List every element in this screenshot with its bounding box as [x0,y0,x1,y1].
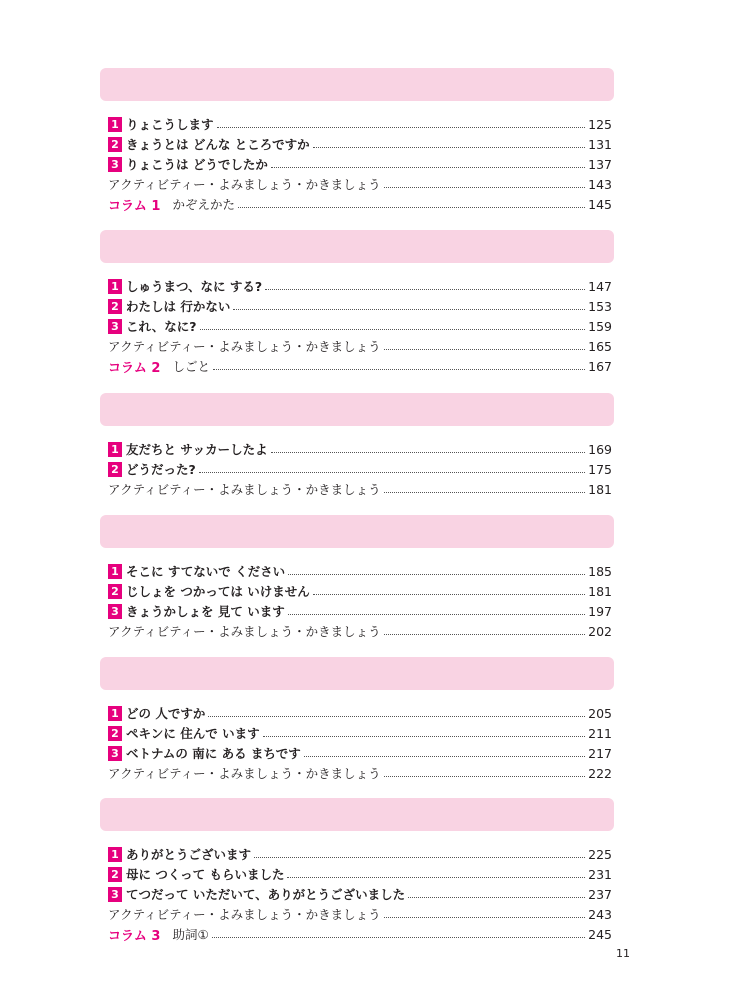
column-label: コラム 3 [108,928,161,944]
page-number: 147 [588,278,612,294]
dotted-leader [200,328,586,330]
page-number: 137 [588,156,612,172]
lesson-number-badge: 2 [108,137,122,152]
toc-entry-activity[interactable] [108,904,612,924]
dotted-leader [288,613,585,615]
toc-entry-lesson[interactable] [108,884,612,904]
toc-entry-column[interactable] [108,924,612,944]
page-number: 222 [588,765,612,781]
column-title: かぞえかた [172,197,235,212]
dotted-leader [384,775,586,777]
page-number: 217 [588,745,612,761]
toc-entry-lesson[interactable] [108,276,612,296]
toc-entry-activity[interactable] [108,621,612,641]
toc-entry-lesson[interactable] [108,114,612,134]
toc-entry-lesson[interactable] [108,134,612,154]
toc-entry-lesson[interactable] [108,601,612,621]
lesson-number-badge: 3 [108,319,122,334]
toc-entry-lesson[interactable] [108,154,612,174]
section-header-band [100,798,614,831]
lesson-title: わたしは 行かない [126,299,231,314]
column-title: しごと [172,359,210,374]
toc-entry-activity[interactable] [108,336,612,356]
page-number: 169 [588,441,612,457]
lesson-number-badge: 2 [108,462,122,477]
section-header-band [100,230,614,263]
lesson-title: どうだった? [126,462,196,477]
toc-entry-activity[interactable] [108,479,612,499]
page-footer-number: 11 [616,947,630,960]
page-number: 153 [588,298,612,314]
toc-entry-column[interactable] [108,194,612,214]
lesson-title: りょこうは どうでしたか [126,157,268,172]
page-number: 125 [588,116,612,132]
toc-entry-lesson[interactable] [108,439,612,459]
section-header-band [100,657,614,690]
page-number: 181 [588,481,612,497]
dotted-leader [313,146,586,148]
page-number: 197 [588,603,612,619]
page-number: 167 [588,358,612,374]
lesson-number-badge: 1 [108,279,122,294]
page-number: 243 [588,906,612,922]
lesson-number-badge: 3 [108,157,122,172]
dotted-leader [217,126,586,128]
page-number: 165 [588,338,612,354]
lesson-number-badge: 1 [108,847,122,862]
page-number: 231 [588,866,612,882]
toc-entry-activity[interactable] [108,174,612,194]
dotted-leader [254,856,585,858]
dotted-leader [265,288,585,290]
lesson-number-badge: 2 [108,726,122,741]
page-number: 131 [588,136,612,152]
toc-entry-lesson[interactable] [108,296,612,316]
toc-entry-lesson[interactable] [108,581,612,601]
activity-title: アクティビティー・よみましょう・かきましょう [108,339,381,354]
dotted-leader [208,715,585,717]
dotted-leader [313,593,585,595]
page-number: 211 [588,725,612,741]
dotted-leader [263,735,586,737]
activity-title: アクティビティー・よみましょう・かきましょう [108,482,381,497]
dotted-leader [384,491,586,493]
page-number: 245 [588,926,612,942]
column-label: コラム 2 [108,360,161,376]
dotted-leader [384,916,586,918]
lesson-title: これ、なに? [126,319,197,334]
toc-entry-lesson[interactable] [108,459,612,479]
lesson-title: ペキンに 住んで います [126,726,260,741]
lesson-number-badge: 2 [108,299,122,314]
page-number: 225 [588,846,612,862]
page-number: 159 [588,318,612,334]
toc-entry-lesson[interactable] [108,864,612,884]
lesson-number-badge: 2 [108,584,122,599]
dotted-leader [233,308,585,310]
toc-entry-lesson[interactable] [108,561,612,581]
activity-title: アクティビティー・よみましょう・かきましょう [108,907,381,922]
toc-entry-lesson[interactable] [108,844,612,864]
lesson-title: 母に つくって もらいました [126,867,285,882]
lesson-title: しゅうまつ、なに する? [126,279,263,294]
lesson-title: どの 人ですか [126,706,206,721]
toc-entry-lesson[interactable] [108,703,612,723]
lesson-title: きょうとは どんな ところですか [126,137,310,152]
dotted-leader [408,896,585,898]
page-number: 145 [588,196,612,212]
lesson-number-badge: 1 [108,706,122,721]
lesson-number-badge: 3 [108,887,122,902]
lesson-number-badge: 2 [108,867,122,882]
dotted-leader [238,206,585,208]
lesson-title: てつだって いただいて、ありがとうございました [126,887,406,902]
lesson-number-badge: 1 [108,442,122,457]
toc-entry-lesson[interactable] [108,723,612,743]
lesson-number-badge: 1 [108,117,122,132]
toc-entry-activity[interactable] [108,763,612,783]
page-number: 175 [588,461,612,477]
column-label: コラム 1 [108,198,161,214]
page-number: 181 [588,583,612,599]
page-number: 205 [588,705,612,721]
dotted-leader [288,573,585,575]
toc-entry-lesson[interactable] [108,316,612,336]
page-number: 202 [588,623,612,639]
lesson-title: じしょを つかっては いけません [126,584,310,599]
lesson-number-badge: 1 [108,564,122,579]
dotted-leader [199,471,585,473]
dotted-leader [384,348,586,350]
dotted-leader [213,368,585,370]
dotted-leader [271,166,585,168]
page-number: 143 [588,176,612,192]
activity-title: アクティビティー・よみましょう・かきましょう [108,177,381,192]
dotted-leader [287,876,585,878]
lesson-title: りょこうします [126,117,214,132]
dotted-leader [384,633,586,635]
lesson-title: そこに すてないで ください [126,564,286,579]
dotted-leader [271,451,586,453]
lesson-title: ありがとうございます [126,847,252,862]
page-number: 185 [588,563,612,579]
page-number: 237 [588,886,612,902]
lesson-number-badge: 3 [108,604,122,619]
lesson-title: 友だちと サッカーしたよ [126,442,268,457]
column-title: 助詞① [172,927,209,942]
dotted-leader [384,186,586,188]
lesson-title: ベトナムの 南に ある まちです [126,746,301,761]
toc-entry-lesson[interactable] [108,743,612,763]
section-header-band [100,515,614,548]
activity-title: アクティビティー・よみましょう・かきましょう [108,766,381,781]
activity-title: アクティビティー・よみましょう・かきましょう [108,624,381,639]
dotted-leader [304,755,585,757]
section-header-band [100,393,614,426]
lesson-title: きょうかしょを 見て います [126,604,285,619]
section-header-band [100,68,614,101]
dotted-leader [212,936,585,938]
lesson-number-badge: 3 [108,746,122,761]
toc-entry-column[interactable] [108,356,612,376]
